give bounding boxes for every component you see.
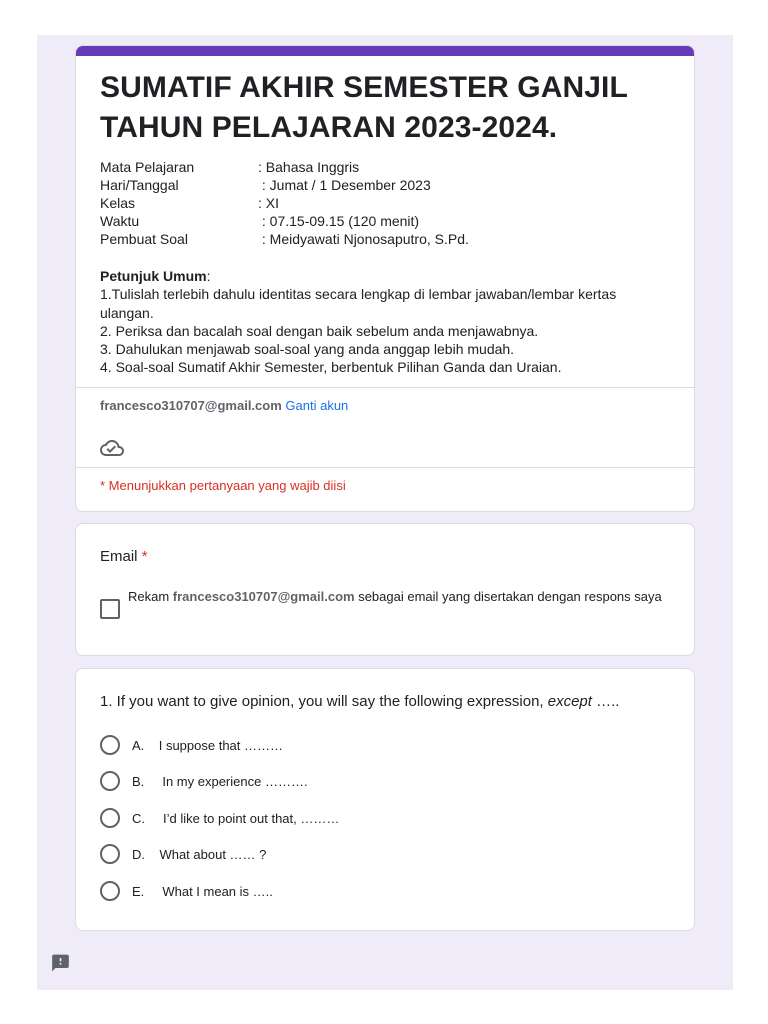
info-label: Hari/Tanggal [100, 177, 179, 193]
info-row-time [100, 212, 469, 230]
info-value: : 07.15-09.15 (120 menit) [258, 213, 420, 229]
info-label: Kelas [100, 195, 136, 211]
record-email-checkbox[interactable] [100, 599, 120, 619]
instruction-item: 1.Tulislah terlebih dahulu identitas secara lengkap di lembar jawaban/lembar kertas ulangan. [100, 286, 617, 321]
info-label: Mata Pelajaran [100, 159, 195, 175]
info-value: : Meidyawati Njonosaputro, S.Pd. [258, 231, 469, 247]
option-label: B. In my experience ………. [132, 773, 308, 789]
option-label: C. I’d like to point out that, ……… [132, 810, 340, 826]
general-instructions [100, 267, 660, 377]
account-email: francesco310707@gmail.com [100, 398, 282, 413]
option-d[interactable] [100, 844, 266, 864]
radio-button[interactable] [100, 808, 120, 828]
info-row-class [100, 194, 469, 212]
required-note: * Menunjukkan pertanyaan yang wajib diisi [100, 478, 346, 493]
info-label: Pembuat Soal [100, 231, 188, 247]
info-label: Waktu [100, 213, 140, 229]
instruction-item: 4. Soal-soal Sumatif Akhir Semester, berbentuk Pilihan Ganda dan Uraian. [100, 359, 562, 376]
email-question-title: Email * [100, 548, 148, 565]
question-1-card [75, 668, 695, 931]
switch-account-link[interactable]: Ganti akun [285, 398, 349, 413]
required-asterisk: * [141, 548, 148, 565]
report-problem-icon[interactable] [50, 953, 71, 973]
question-1-title: 1. If you want to give opinion, you will say the following expression, except ….. [100, 693, 620, 710]
radio-button[interactable] [100, 735, 120, 755]
form-title: SUMATIF AKHIR SEMESTER GANJIL TAHUN PELAJARAN 2023-2024. [100, 71, 628, 144]
info-row-date [100, 176, 469, 194]
info-row-author [100, 230, 469, 248]
info-value: : XI [258, 195, 280, 211]
option-b[interactable] [100, 771, 308, 791]
option-label: E. What I mean is ….. [132, 883, 273, 899]
info-value: : Bahasa Inggris [258, 159, 360, 175]
instruction-item: 2. Periksa dan bacalah soal dengan baik sebelum anda menjawabnya. [100, 322, 539, 339]
cloud-check-icon [100, 436, 124, 460]
option-label: D. What about …… ? [132, 846, 267, 862]
option-a[interactable] [100, 735, 283, 755]
divider [76, 467, 694, 468]
option-label: A. I suppose that ……… [132, 737, 284, 753]
info-row-subject [100, 158, 469, 176]
email-question-card [75, 523, 695, 656]
account-info [100, 398, 348, 413]
divider [76, 387, 694, 388]
info-value: : Jumat / 1 Desember 2023 [258, 177, 431, 193]
record-email-label: Rekam francesco310707@gmail.com sebagai email yang disertakan dengan respons saya [128, 589, 662, 604]
accent-bar [76, 46, 694, 56]
instruction-item: 3. Dahulukan menjawab soal-soal yang anda anggap lebih mudah. [100, 341, 515, 358]
exam-info [100, 158, 469, 248]
option-c[interactable] [100, 808, 339, 828]
radio-button[interactable] [100, 771, 120, 791]
instructions-heading: Petunjuk Umum: [100, 268, 211, 284]
radio-button[interactable] [100, 881, 120, 901]
radio-button[interactable] [100, 844, 120, 864]
option-e[interactable] [100, 881, 273, 901]
form-header-card [75, 45, 695, 512]
